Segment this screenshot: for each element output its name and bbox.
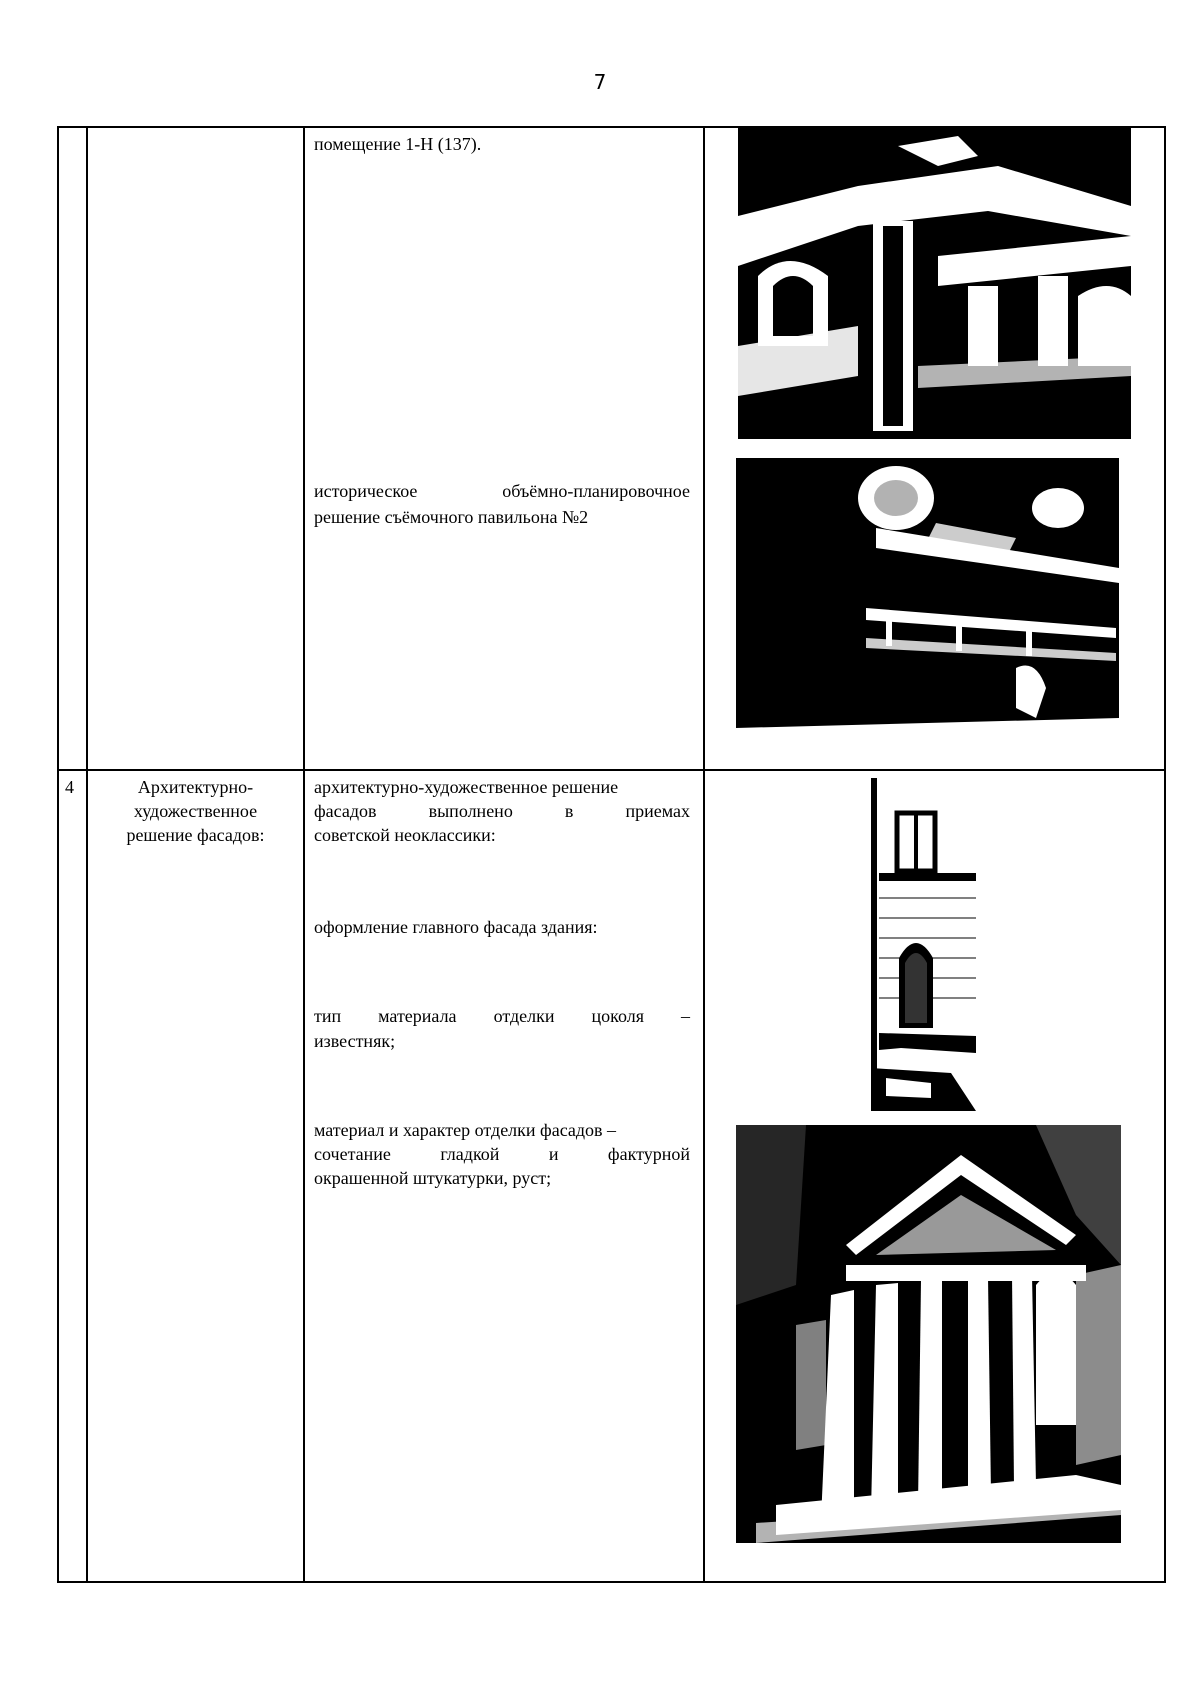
column-divider-3	[703, 128, 705, 1581]
pavilion-text-line1: историческое объёмно-планировочное	[314, 481, 690, 501]
facade-detail-photo	[871, 778, 976, 1111]
facade-p4-line1: материал и характер отделки фасадов –	[314, 1120, 617, 1140]
facade-p1-line3: советской неоклассики:	[314, 825, 496, 845]
row-divider	[59, 769, 1164, 771]
column-divider-1	[86, 128, 88, 1581]
subject-name-line2: художественное	[133, 801, 258, 821]
row-number: 4	[65, 777, 74, 797]
subject-name-line1: Архитектурно-	[137, 777, 254, 797]
pavilion-text-line2: решение съёмочного павильона №2	[314, 507, 589, 527]
room-text: помещение 1-Н (137).	[314, 134, 482, 154]
page-number: 7	[593, 70, 607, 94]
interior-photo-2	[736, 458, 1119, 741]
subject-name-line3: решение фасадов:	[126, 825, 265, 845]
facade-p4-line2: сочетание гладкой и фактурной	[314, 1144, 690, 1164]
column-divider-2	[303, 128, 305, 1581]
interior-photo-1	[738, 126, 1131, 439]
facade-p2-line1: оформление главного фасада здания:	[314, 917, 598, 937]
facade-p1-line1: архитектурно-художественное решение	[314, 777, 619, 797]
facade-p3-line2: известняк;	[314, 1031, 396, 1051]
facade-p1-line2: фасадов выполнено в приемах	[314, 801, 690, 821]
main-facade-photo	[736, 1125, 1121, 1543]
monument-subject-table	[57, 126, 1166, 1583]
facade-p3-line1: тип материала отделки цоколя –	[314, 1006, 690, 1026]
facade-p4-line3: окрашенной штукатурки, руст;	[314, 1168, 552, 1188]
